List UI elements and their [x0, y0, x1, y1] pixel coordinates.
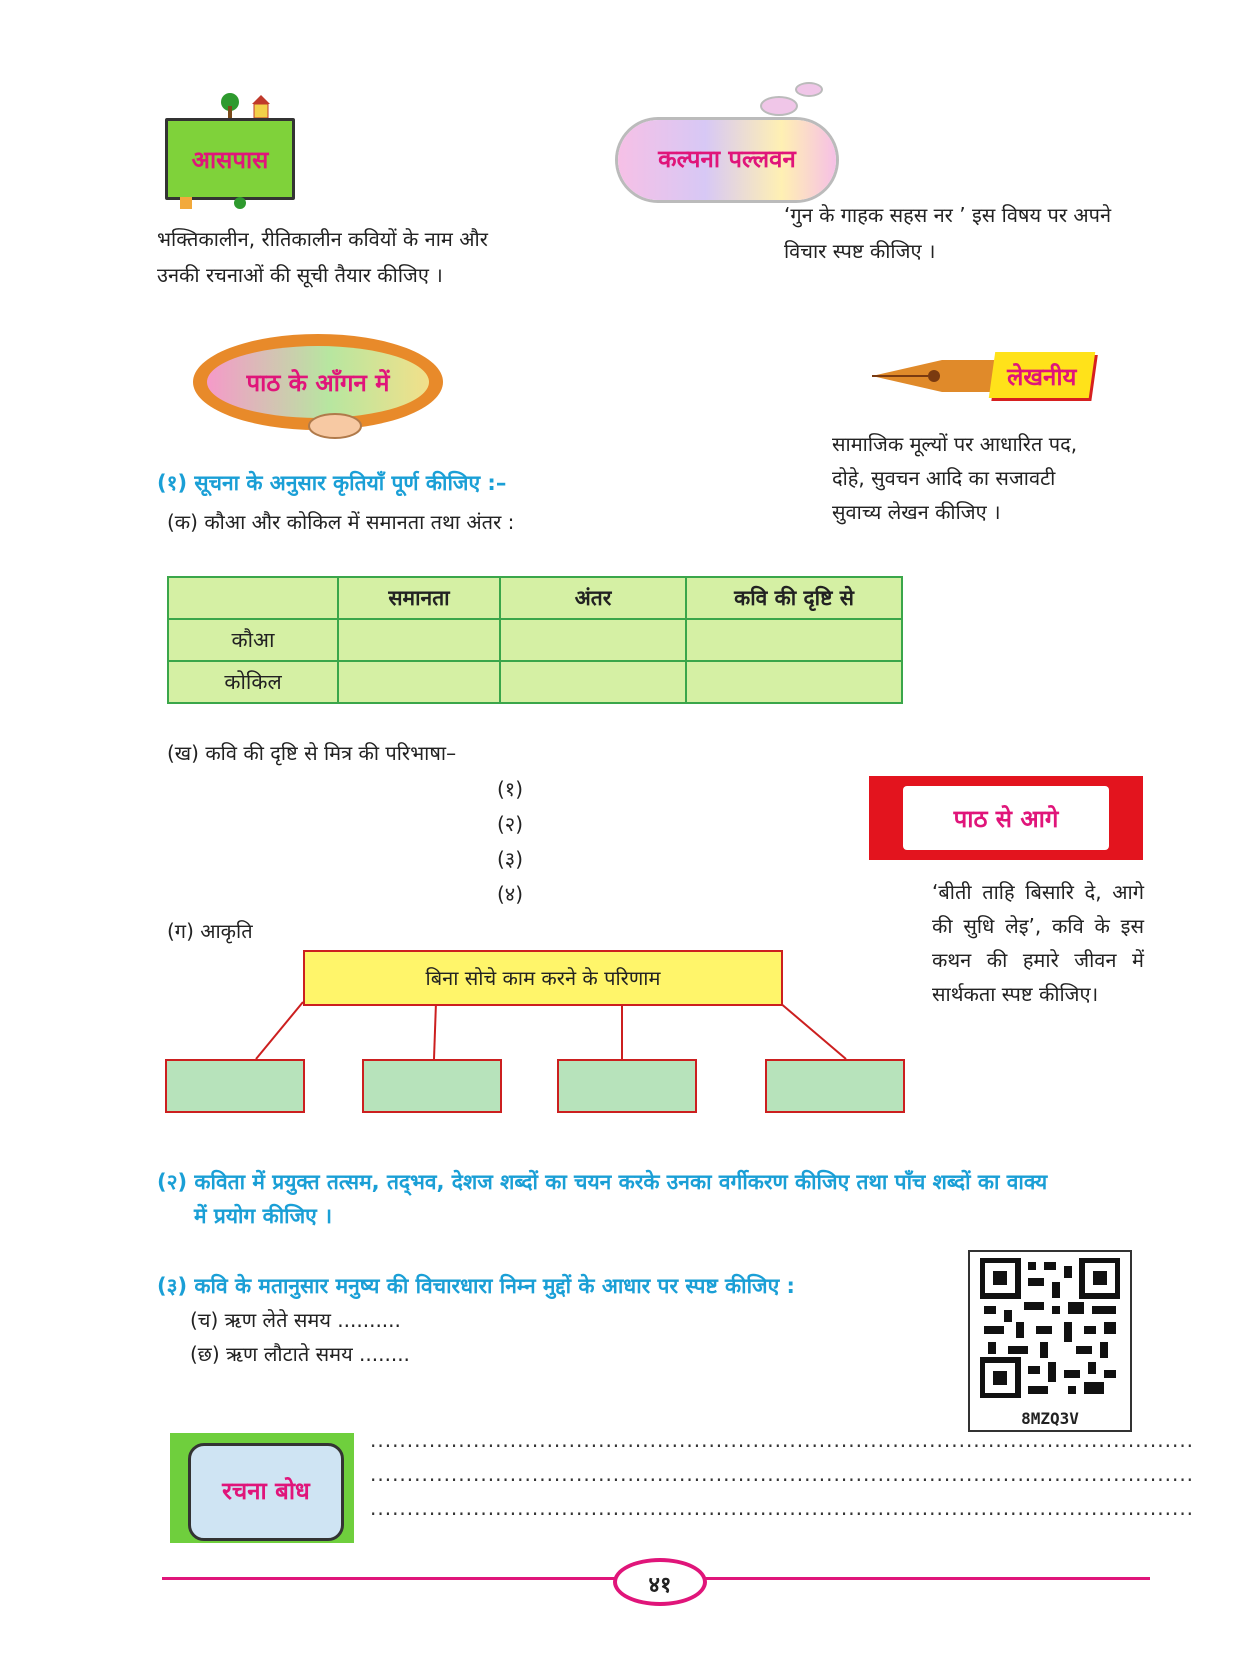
table-header-cell: अंतर: [500, 577, 686, 619]
q1-part-kha: (ख) कवि की दृष्टि से मित्र की परिभाषा–: [167, 741, 457, 765]
flow-answer-box-1[interactable]: [165, 1059, 305, 1113]
path-se-aage-banner: [869, 776, 1143, 860]
page-number-badge: [613, 1558, 707, 1606]
qr-code[interactable]: [968, 1250, 1132, 1432]
table-header-cell: कवि की दृष्टि से: [686, 577, 902, 619]
path-se-aage-title: पाठ से आगे: [953, 805, 1059, 833]
lekhniya-text-3: सुवाच्य लेखन कीजिए ।: [832, 500, 1001, 524]
q2-line-1: (२) कविता में प्रयुक्त तत्सम, तद्‌भव, देशज शब्दों का चयन करके उनका वर्गीकरण कीजिए तथा पाँच शब्दों का वाक्य: [157, 1170, 1048, 1194]
rachna-bodh-title: रचना बोध: [222, 1477, 310, 1505]
lekhniya-text-1: सामाजिक मूल्यों पर आधारित पद,: [832, 432, 1078, 456]
page-number: ४१: [648, 1573, 672, 1598]
ink-jar-icon: [188, 1443, 344, 1541]
q3-heading: (३) कवि के मतानुसार मनुष्य की विचारधारा निम्न मुद्दों के आधार पर स्पष्ट कीजिए :: [157, 1274, 795, 1298]
answer-line-2[interactable]: ................................................................................................................: [370, 1462, 1195, 1486]
kalpana-text-1: ‘गुन के गाहक सहस नर ’ इस विषय पर अपने: [784, 203, 1112, 227]
rachna-bodh-badge: [170, 1433, 354, 1543]
qr-code-label: 8MZQ3V: [1021, 1409, 1079, 1428]
kalpana-title: कल्पना पल्लवन: [658, 145, 796, 173]
q3-part-chha: (छ) ऋण लौटाते समय ........: [190, 1342, 410, 1366]
aaspaas-text-1: भक्तिकालीन, रीतिकालीन कवियों के नाम और: [157, 227, 488, 251]
flow-title: बिना सोचे काम करने के परिणाम: [425, 966, 661, 990]
q3-part-cha: (च) ऋण लेते समय ..........: [190, 1308, 401, 1332]
kha-item-1: (१): [497, 777, 524, 801]
aaspaas-title: आसपास: [191, 146, 269, 174]
path-ke-aangan-title: पाठ के आँगन में: [246, 369, 390, 397]
kha-item-4: (४): [497, 882, 524, 906]
answer-line-3[interactable]: ................................................................................................................: [370, 1496, 1195, 1520]
flow-answer-box-4[interactable]: [765, 1059, 905, 1113]
q1-part-ga: (ग) आकृति: [167, 919, 253, 943]
table-cell: कौआ: [168, 619, 338, 661]
q1-part-ka: (क) कौआ और कोकिल में समानता तथा अंतर :: [167, 510, 515, 534]
aaspaas-text-2: उनकी रचनाओं की सूची तैयार कीजिए ।: [157, 263, 443, 287]
flow-answer-box-2[interactable]: [362, 1059, 502, 1113]
kha-item-2: (२): [497, 812, 524, 836]
answer-line-1[interactable]: ................................................................................................................: [370, 1428, 1195, 1452]
table-cell: कोकिल: [168, 661, 338, 703]
qr-code-icon: [980, 1258, 1120, 1398]
table-header-cell: समानता: [338, 577, 500, 619]
lekhniya-text-2: दोहे, सुवचन आदि का सजावटी: [832, 466, 1056, 490]
path-se-aage-text: ‘बीती ताहि बिसारि दे, आगे की सुधि लेइ’, कवि के इस कथन की हमारे जीवन में सार्थकता स्पष्ट कीजिए।: [932, 880, 1144, 1006]
kha-item-3: (३): [497, 847, 524, 871]
flow-answer-box-3[interactable]: [557, 1059, 697, 1113]
kalpana-text-2: विचार स्पष्ट कीजिए ।: [784, 239, 936, 263]
lekhniya-title: लेखनीय: [1007, 363, 1077, 391]
flow-title-box: [303, 950, 783, 1006]
q1-heading: (१) सूचना के अनुसार कृतियाँ पूर्ण कीजिए :–: [157, 471, 507, 495]
q2-line-2: में प्रयोग कीजिए ।: [194, 1204, 333, 1228]
